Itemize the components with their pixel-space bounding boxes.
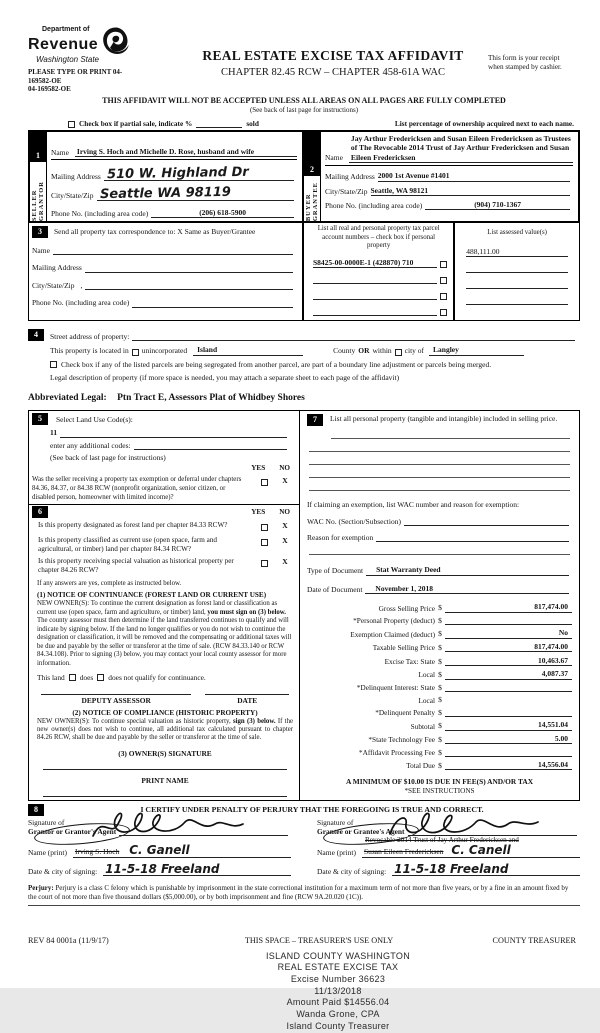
grantee-date-field[interactable]	[392, 861, 580, 876]
owners-signature-label: (3) OWNER(S) SIGNATURE	[118, 748, 212, 758]
buyer-phone-label: Phone No. (including area code)	[325, 201, 423, 211]
affidavit-fee-value[interactable]	[445, 748, 572, 757]
assessed-values-column	[455, 223, 579, 320]
seller-csz-label: City/State/Zip	[51, 191, 94, 201]
or-word: OR	[358, 346, 370, 356]
personal-property-line-4[interactable]	[309, 465, 570, 478]
grantee-signature-field[interactable]	[408, 824, 577, 836]
see-instructions-note: *SEE INSTRUCTIONS	[404, 786, 475, 795]
section4-number: 4	[28, 329, 44, 341]
continuance-notice	[29, 578, 299, 798]
county-word: County	[333, 346, 356, 356]
parcel-number-field-4[interactable]	[313, 307, 437, 316]
stamp-tax-title: REAL ESTATE EXCISE TAX	[277, 962, 399, 973]
seller-section	[30, 132, 304, 221]
buyer-vertical-label-1: BUYER	[304, 193, 312, 222]
seller-mailing-label: Mailing Address	[51, 171, 101, 181]
total-due-label: Total Due	[406, 761, 435, 771]
gross-selling-value[interactable]: 817,474.00	[445, 602, 572, 612]
section5-see-back: (See back of last page for instructions)	[50, 453, 166, 463]
personal-property-deduct-label: *Personal Property (deduct)	[353, 616, 435, 626]
sold-label: sold	[246, 118, 259, 128]
delinquent-interest-state-label: *Delinquent Interest: State	[356, 682, 435, 692]
grantee-name-print-label: Name (print)	[317, 848, 356, 858]
abbreviated-legal-value[interactable]: Ptn Tract E, Assessors Plat of Whidbey Shores	[117, 393, 305, 404]
buyer-name-field[interactable]: Jay Arthur Fredericksen and Susan Eileen Fredericksen as Trustees of The Revocable 2014 Trust of Jay Arthur Fredericksen and Susan Eileen Fredericksen	[349, 134, 573, 163]
perjury-notice	[28, 884, 580, 907]
dollar-sign: $	[438, 682, 442, 692]
segregated-label: Check box if any of the listed parcels are being segregated from another parcel, are part of a boundary line adjustment or parcels being merged.	[61, 359, 492, 369]
notice1-title: (1) NOTICE OF CONTINUANCE (FOREST LAND OR CURRENT USE)	[37, 591, 267, 600]
grantee-name-print-field[interactable]	[362, 845, 580, 857]
certify-statement: I CERTIFY UNDER PENALTY OF PERJURY THAT THE FOREGOING IS TRUE AND CORRECT.	[140, 804, 484, 814]
assessed-value-field-2[interactable]	[466, 264, 568, 273]
dollar-sign: $	[438, 603, 442, 613]
grantee-signature-block	[317, 818, 580, 876]
section8-number: 8	[28, 804, 44, 816]
assessed-value-field-4[interactable]	[466, 296, 568, 305]
taxable-selling-value[interactable]: 817,474.00	[445, 642, 572, 652]
receipt-note-line1: This form is your receipt	[488, 54, 560, 62]
section5-number: 5	[32, 413, 48, 425]
buyer-section	[304, 132, 578, 221]
section4	[28, 321, 580, 386]
section6-yes-header: YES	[251, 507, 266, 516]
dollar-sign: $	[438, 643, 442, 653]
partial-sale-label: Check box if partial sale, indicate %	[79, 118, 193, 128]
section5	[29, 411, 299, 505]
dollar-sign: $	[438, 721, 442, 731]
stamp-excise-number: Excise Number 36623	[290, 974, 386, 985]
land-use-heading: Select Land Use Code(s):	[56, 414, 133, 424]
stamp-treasurer-name: Wanda Grone, CPA	[296, 1009, 380, 1020]
delinquent-interest-state-value[interactable]	[445, 683, 572, 692]
land-use-code-value[interactable]: 11	[50, 428, 58, 438]
grantee-sig-of-label: Signature of	[317, 817, 354, 827]
personal-property-checkbox-2[interactable]	[440, 277, 447, 284]
assessor-date-label[interactable]: DATE	[205, 694, 289, 705]
additional-codes-label: enter any additional codes:	[50, 440, 131, 450]
section1-number: 1	[30, 132, 46, 162]
seller-phone-field[interactable]: (206) 618-5900	[151, 208, 294, 218]
reason-field[interactable]	[376, 533, 569, 542]
does-not-qualify-checkbox[interactable]	[97, 674, 104, 681]
assessed-column-heading: List assessed value(s)	[487, 229, 547, 237]
assessed-value-field-3[interactable]	[466, 280, 568, 289]
deferral-question: Was the seller receiving a property tax exemption or deferral under chapters 84.36, 84.37, or 84.38 RCW (nonprofit organization, senior citizen, or disabled person, homeowner with limited income)?	[32, 476, 242, 501]
forest-no-answer[interactable]: X	[282, 521, 288, 531]
segregated-checkbox[interactable]	[50, 361, 57, 368]
wac-field[interactable]	[404, 517, 569, 526]
buyer-vertical-label-2: GRANTEE	[312, 181, 319, 222]
seller-csz-handwritten: Seattle WA 98119	[99, 184, 231, 203]
footer	[28, 936, 580, 946]
document-type-value[interactable]: Stat Warranty Deed	[366, 565, 569, 575]
current-use-yes-checkbox[interactable]	[261, 539, 268, 546]
within-word: within	[372, 346, 392, 356]
buyer-csz-label: City/State/Zip	[325, 186, 368, 196]
dollar-sign: $	[438, 747, 442, 757]
dollar-sign: $	[438, 656, 442, 666]
seller-mailing-handwritten: 510 W. Highland Dr	[106, 164, 249, 183]
street-address-field[interactable]	[132, 332, 575, 341]
form-subtitle: CHAPTER 82.45 RCW – CHAPTER 458-61A WAC	[221, 66, 445, 78]
dollar-sign: $	[438, 707, 442, 717]
dollar-sign: $	[438, 629, 442, 639]
notice2-text-a: NEW OWNER(S): To continue special valuation as historic property,	[37, 717, 233, 725]
seller-mailing-field[interactable]	[104, 164, 294, 183]
section3-number: 3	[32, 226, 48, 238]
notice2-bold-text: sign (3) below.	[233, 717, 276, 725]
deferral-no-answer[interactable]: X	[282, 476, 288, 486]
grantor-name-handwritten: C. Ganell	[129, 843, 190, 858]
ownership-note: List percentage of ownership acquired next to each name.	[394, 118, 574, 128]
does-qualify-checkbox[interactable]	[69, 674, 76, 681]
delinquent-interest-local-value[interactable]	[445, 696, 572, 705]
personal-property-checkbox-3[interactable]	[440, 293, 447, 300]
personal-property-checkbox-4[interactable]	[440, 309, 447, 316]
parties-block	[28, 130, 580, 223]
grantor-date-field[interactable]	[103, 861, 291, 876]
header	[28, 26, 580, 94]
document-date-value[interactable]: November 1, 2018	[365, 584, 569, 594]
print-note-line2: 169582-OE	[28, 76, 62, 85]
does-label: does	[79, 673, 94, 682]
grantee-agent-label: Grantee or Grantee's Agent	[317, 826, 405, 836]
dollar-sign: $	[438, 670, 442, 680]
corr-phone-field[interactable]	[132, 299, 293, 308]
buyer-mailing-label: Mailing Address	[325, 172, 375, 182]
print-note-line3: 04-169582-OE	[28, 85, 71, 94]
personal-property-line-5[interactable]	[309, 478, 570, 491]
additional-codes-field[interactable]	[134, 441, 287, 450]
grantor-signature-ink	[89, 810, 249, 846]
parcel-number-field-3[interactable]	[313, 291, 437, 300]
corr-name-label: Name	[32, 246, 50, 256]
parcel-number-field-2[interactable]	[313, 275, 437, 284]
stamp-treasurer-title: Island County Treasurer	[286, 1020, 390, 1031]
seller-vertical-label-1: SELLER	[30, 189, 38, 222]
grantor-agent-label: Grantor or Grantor's Agent	[28, 826, 117, 836]
delinquent-interest-local-label: Local	[418, 695, 435, 705]
deferral-yes-checkbox[interactable]	[261, 479, 268, 486]
exemption-claimed-value[interactable]: No	[445, 628, 572, 638]
forest-land-question: Is this property designated as forest land per chapter 84.33 RCW?	[38, 521, 228, 530]
personal-property-checkbox-1[interactable]	[440, 261, 447, 268]
unincorporated-checkbox[interactable]	[132, 349, 139, 356]
notice2-body	[37, 718, 293, 743]
rev-number: REV 84 0001a (11/9/17)	[28, 936, 109, 946]
county-field[interactable]: Island	[193, 345, 303, 355]
tax-correspondence-label: Send all property tax correspondence to: X Same as Buyer/Grantee	[54, 227, 256, 237]
state-tech-fee-label: *State Technology Fee	[368, 735, 435, 745]
parcel-column-heading: List all real and personal property tax parcel account numbers – check box if personal property	[317, 225, 440, 250]
city-checkbox[interactable]	[395, 349, 402, 356]
section3	[29, 223, 304, 320]
corr-mailing-field[interactable]	[85, 264, 293, 273]
notice1-text-a: NEW OWNER(S): To continue the current designation as forest land or classification as current use (open space, farm and agriculture, or timber) land,	[37, 600, 278, 616]
reason-line-2[interactable]	[309, 542, 570, 555]
treasurer-stamp	[188, 951, 488, 1033]
document-type-label: Type of Document	[307, 566, 364, 576]
total-due-value[interactable]: 14,556.04	[445, 760, 572, 770]
unincorporated-label: unincorporated	[141, 346, 188, 356]
partial-sale-checkbox[interactable]	[68, 121, 75, 128]
located-in-label: This property is located in	[50, 346, 129, 356]
grantor-date-handwritten: 11-5-18 Freeland	[105, 861, 220, 876]
personal-property-line-2[interactable]	[309, 439, 570, 452]
parcel-numbers-column	[304, 223, 455, 320]
parcel-number-field-1[interactable]: S8425-00-0000E-1 (428870) 710	[313, 258, 437, 268]
corr-phone-label: Phone No. (including area code)	[32, 298, 130, 308]
section2-number: 2	[304, 132, 320, 176]
notice1-body	[37, 600, 293, 668]
treasurer-space-label: THIS SPACE – TREASURER'S USE ONLY	[244, 936, 394, 946]
notice1-bold-text: you must sign on (3) below.	[207, 608, 286, 616]
notice2-text-b: If the new owner(s) does not wish to continue, all additional tax calculated pursuant to chapter 84.26 RCW, shall be due and payable by the seller or transferor at the time of sale.	[37, 717, 293, 742]
form-title: REAL ESTATE EXCISE TAX AFFIDAVIT	[202, 48, 464, 63]
seller-csz-field[interactable]	[97, 184, 295, 203]
grantee-name-struck-line1: Revocable 2014 Trust of Jay Arthur Fredericksen and	[365, 836, 519, 845]
personal-property-line-1[interactable]	[331, 426, 570, 439]
excise-state-label: Excise Tax: State	[384, 656, 435, 666]
county-treasurer-label: COUNTY TREASURER	[492, 936, 576, 946]
section7-number: 7	[307, 414, 323, 426]
corr-name-field[interactable]	[53, 246, 293, 255]
buyer-phone-field[interactable]: (904) 710-1367	[425, 200, 570, 210]
section6-number: 6	[32, 506, 48, 518]
personal-property-deduct-value[interactable]	[445, 616, 572, 625]
personal-property-heading: List all personal property (tangible and intangible) included in selling price.	[330, 414, 558, 424]
abbreviated-legal-label: Abbreviated Legal:	[28, 393, 107, 404]
seller-vertical-label-2: GRANTOR	[38, 180, 45, 222]
grantee-date-handwritten: 11-5-18 Freeland	[394, 861, 509, 876]
right-column	[300, 410, 580, 800]
grantor-sig-of-label: Signature of	[28, 817, 65, 827]
seller-name-label: Name	[51, 147, 69, 157]
seller-phone-label: Phone No. (including area code)	[51, 208, 149, 218]
partial-sale-percent-field[interactable]	[196, 127, 242, 128]
completion-warning: THIS AFFIDAVIT WILL NOT BE ACCEPTED UNLESS ALL AREAS ON ALL PAGES ARE FULLY COMPLETED	[102, 96, 506, 105]
city-field[interactable]: Langley	[429, 345, 524, 355]
street-address-label: Street address of property:	[50, 331, 130, 341]
owners-signature-field[interactable]	[43, 758, 287, 770]
document-date-label: Date of Document	[307, 584, 363, 594]
logo-revenue-text: Revenue	[28, 35, 99, 53]
section6	[29, 505, 299, 577]
subtotal-label: Subtotal	[410, 721, 435, 731]
corr-csz-field[interactable]	[85, 281, 293, 290]
notice-intro: If any answers are yes, complete as instructed below.	[37, 579, 182, 587]
seller-name-field[interactable]: Irving S. Hoch and Michelle D. Rose, husband and wife	[75, 147, 297, 157]
gross-selling-label: Gross Selling Price	[378, 603, 435, 613]
wac-label: WAC No. (Section/Subsection)	[307, 516, 401, 526]
corr-csz-comma: ,	[80, 280, 83, 290]
notice2-title: (2) NOTICE OF COMPLIANCE (HISTORIC PROPERTY)	[72, 708, 258, 717]
print-note-line1: PLEASE TYPE OR PRINT 04-	[28, 67, 123, 76]
section5-no-header: NO	[279, 464, 290, 473]
current-use-question: Is this property classified as current use (open space, farm and agricultural, or timber) land per chapter 84.34 RCW?	[38, 535, 218, 553]
grantor-name-struck: Irving S. Hoch	[74, 847, 120, 857]
left-column	[28, 410, 300, 800]
excise-state-value[interactable]: 10,463.67	[445, 656, 572, 666]
this-land-label: This land	[37, 673, 65, 682]
grantee-date-label: Date & city of signing:	[317, 866, 387, 876]
grantor-date-label: Date & city of signing:	[28, 866, 98, 876]
print-name-field[interactable]	[43, 785, 287, 797]
forest-yes-checkbox[interactable]	[261, 524, 268, 531]
stamp-date: 11/13/2018	[314, 985, 362, 996]
deputy-assessor-label[interactable]: DEPUTY ASSESSOR	[41, 694, 191, 705]
grantor-name-print-field[interactable]	[73, 845, 291, 857]
section5-yes-header: YES	[251, 464, 266, 473]
section6-no-header: NO	[279, 507, 290, 516]
delinquent-penalty-value[interactable]	[445, 708, 572, 717]
perjury-label: Perjury:	[28, 883, 54, 892]
stamp-amount-paid: Amount Paid $14556.04	[286, 997, 390, 1008]
print-name-label: PRINT NAME	[141, 776, 189, 786]
stamp-county: ISLAND COUNTY WASHINGTON	[265, 950, 411, 961]
assessed-value-field-1[interactable]: 488,111.00	[466, 247, 568, 257]
current-use-no-answer[interactable]: X	[282, 535, 288, 545]
taxable-selling-label: Taxable Selling Price	[372, 643, 435, 653]
corr-mailing-label: Mailing Address	[32, 263, 82, 273]
grantor-name-print-label: Name (print)	[28, 848, 67, 858]
historic-no-answer[interactable]: X	[282, 556, 288, 566]
receipt-note-line2: when stamped by cashier.	[488, 63, 562, 71]
buyer-csz-field[interactable]: Seattle, WA 98121	[371, 186, 571, 196]
city-of-label: city of	[404, 346, 425, 356]
grantee-name-handwritten: C. Canell	[451, 843, 511, 858]
dollar-sign: $	[438, 695, 442, 705]
excise-local-value[interactable]: 4,087.37	[445, 669, 572, 679]
excise-local-label: Local	[418, 670, 435, 680]
minimum-fee-note: A MINIMUM OF $10.00 IS DUE IN FEE(S) AND/OR TAX	[345, 777, 534, 787]
dollar-sign: $	[438, 615, 442, 625]
corr-csz-label: City/State/Zip	[32, 280, 75, 290]
dollar-sign: $	[438, 761, 442, 771]
historic-yes-checkbox[interactable]	[261, 560, 268, 567]
buyer-mailing-field[interactable]: 2000 1st Avenue #1401	[378, 171, 570, 181]
revenue-swirl-icon	[101, 26, 131, 58]
perjury-text: Perjury is a class C felony which is punishable by imprisonment in the state correctional institution for a maximum term of not more than five years, or by a fine in an amount fixed by the court of not more than five thousand dollars ($5,000.00), or by both imprisonment and fine (RCW 9A.20.020 (1C)).	[28, 883, 569, 901]
dollar-sign: $	[438, 734, 442, 744]
logo-state-text: Washington State	[36, 54, 100, 64]
personal-property-line-3[interactable]	[309, 452, 570, 465]
money-table	[307, 599, 572, 770]
section3-parcels-block	[28, 223, 580, 321]
notice1-text-b: The county assessor must then determine if the land transferred continues to qualify and will indicate by signing below. If the land no longer qualifies or you do not wish to continue the designation or classification, it will be removed and the compensating or additional taxes will be due and payable by the seller or transferor at the time of sale. (RCW 84.33.140 or RCW 84.34.108). Prior to signing (3) below, you may contact your local county assessor for more information.	[37, 617, 292, 667]
reason-label: Reason for exemption	[307, 533, 374, 543]
logo-dept-text: Department of	[42, 26, 90, 33]
grantee-name-struck-line2: Susan Eileen Fredericksen	[363, 847, 444, 857]
grantor-signature-field[interactable]	[119, 824, 288, 836]
does-not-label: does not qualify for continuance.	[108, 673, 206, 682]
exemption-heading: If claiming an exemption, list WAC number and reason for exemption:	[307, 500, 520, 510]
buyer-name-label: Name	[325, 152, 343, 162]
affidavit-fee-label: *Affidavit Processing Fee	[358, 747, 435, 757]
historic-question: Is this property receiving special valuation as historical property per chapter 84.26 RCW?	[38, 556, 234, 574]
see-back-note: (See back of last page for instructions)	[249, 106, 359, 114]
exemption-claimed-label: Exemption Claimed (deduct)	[350, 629, 435, 639]
legal-description-label: Legal description of property (if more space is needed, you may attach a separate sheet to each page of the affidavit)	[50, 373, 400, 383]
state-tech-fee-value[interactable]: 5.00	[445, 734, 572, 744]
section8	[28, 804, 580, 876]
grantor-signature-block	[28, 818, 291, 876]
delinquent-penalty-label: *Delinquent Penalty	[375, 708, 435, 718]
land-use-code-line	[60, 429, 287, 438]
subtotal-value[interactable]: 14,551.04	[445, 720, 572, 730]
dor-logo-block	[28, 26, 178, 94]
